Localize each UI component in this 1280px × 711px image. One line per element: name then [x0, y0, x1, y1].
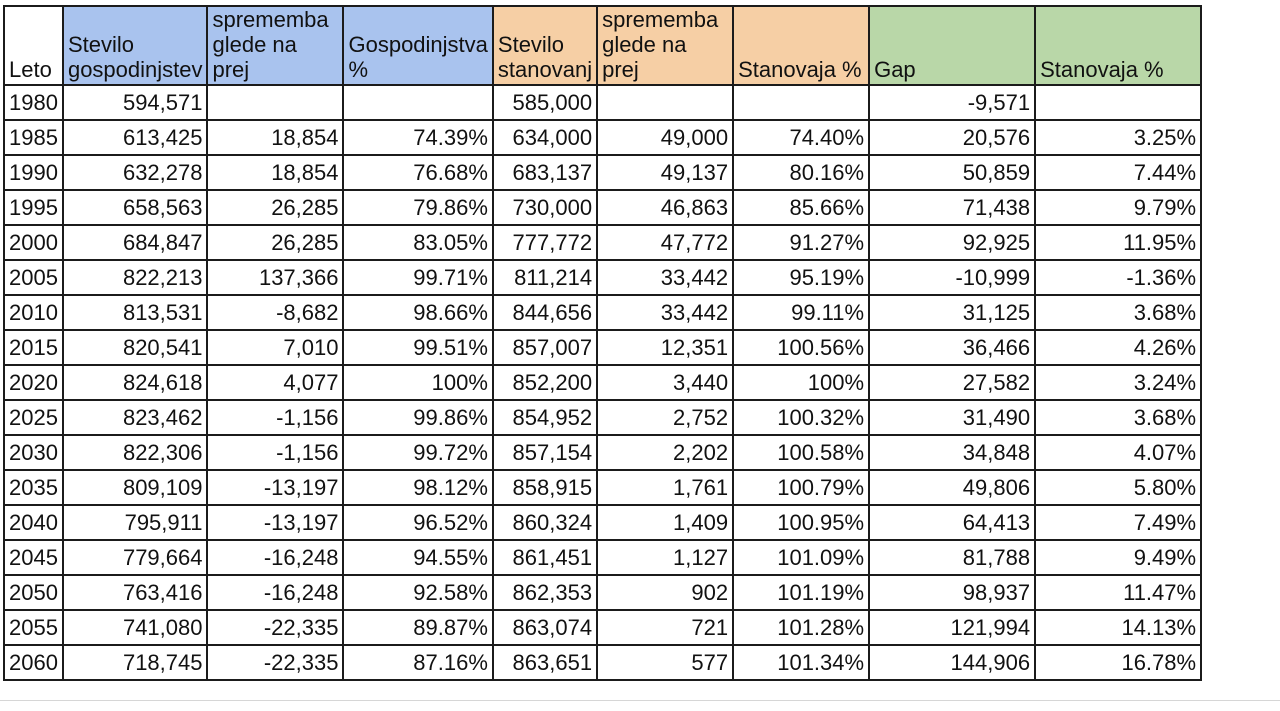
table-cell[interactable]: 594,571 [63, 85, 208, 120]
table-cell[interactable]: 64,413 [869, 505, 1035, 540]
table-cell[interactable]: 862,353 [493, 575, 597, 610]
table-cell[interactable]: 2,752 [597, 400, 733, 435]
table-cell[interactable]: 822,306 [63, 435, 208, 470]
table-cell[interactable]: 33,442 [597, 295, 733, 330]
header-cell-gospodinjstva-pct[interactable]: Gospodinjstva % [343, 6, 492, 85]
table-cell[interactable]: -1.36% [1035, 260, 1201, 295]
year-cell[interactable]: 2045 [4, 540, 63, 575]
table-cell[interactable]: 721 [597, 610, 733, 645]
table-cell[interactable] [597, 85, 733, 120]
table-cell[interactable]: -9,571 [869, 85, 1035, 120]
table-cell[interactable]: 80.16% [733, 155, 869, 190]
table-row [4, 435, 1201, 470]
table-cell[interactable]: 634,000 [493, 120, 597, 155]
table-cell[interactable]: 27,582 [869, 365, 1035, 400]
year-cell[interactable]: 1985 [4, 120, 63, 155]
table-cell[interactable]: 81,788 [869, 540, 1035, 575]
year-cell[interactable]: 2005 [4, 260, 63, 295]
table-row [4, 190, 1201, 225]
table-cell[interactable]: 863,651 [493, 645, 597, 680]
table-cell[interactable]: 98.12% [343, 470, 492, 505]
table-cell[interactable]: 87.16% [343, 645, 492, 680]
table-cell[interactable]: 3.68% [1035, 400, 1201, 435]
table-cell[interactable]: 777,772 [493, 225, 597, 260]
table-cell[interactable]: 863,074 [493, 610, 597, 645]
header-cell-sprememba-gospodinjstva[interactable]: sprememba glede na prej [207, 6, 343, 85]
table-cell[interactable]: 49,137 [597, 155, 733, 190]
table-cell[interactable]: 99.11% [733, 295, 869, 330]
table-cell[interactable]: -16,248 [207, 575, 343, 610]
table-cell[interactable]: 98,937 [869, 575, 1035, 610]
table-cell[interactable]: 820,541 [63, 330, 208, 365]
year-cell[interactable]: 1990 [4, 155, 63, 190]
table-cell[interactable]: 718,745 [63, 645, 208, 680]
year-cell[interactable]: 2060 [4, 645, 63, 680]
table-cell[interactable]: 852,200 [493, 365, 597, 400]
table-row [4, 295, 1201, 330]
table-cell[interactable]: 99.86% [343, 400, 492, 435]
table-cell[interactable]: 76.68% [343, 155, 492, 190]
table-cell[interactable]: 85.66% [733, 190, 869, 225]
empty-grid-area [0, 700, 1280, 711]
table-row [4, 120, 1201, 155]
table-cell[interactable]: 11.95% [1035, 225, 1201, 260]
table-cell[interactable]: 3,440 [597, 365, 733, 400]
table-cell[interactable]: 3.24% [1035, 365, 1201, 400]
table-row [4, 225, 1201, 260]
table-cell[interactable]: 824,618 [63, 365, 208, 400]
table-cell[interactable]: 779,664 [63, 540, 208, 575]
table-cell[interactable]: 7.49% [1035, 505, 1201, 540]
table-cell[interactable]: 902 [597, 575, 733, 610]
table-row [4, 365, 1201, 400]
table-cell[interactable] [207, 85, 343, 120]
table-cell[interactable]: -13,197 [207, 505, 343, 540]
table-cell[interactable]: 101.34% [733, 645, 869, 680]
table-cell[interactable]: -16,248 [207, 540, 343, 575]
table-cell[interactable]: 34,848 [869, 435, 1035, 470]
table-cell[interactable]: 809,109 [63, 470, 208, 505]
header-cell-stevilo-stanovanj[interactable]: Stevilo stanovanj [493, 6, 597, 85]
table-cell[interactable]: 101.09% [733, 540, 869, 575]
table-cell[interactable]: 844,656 [493, 295, 597, 330]
table-cell[interactable]: 857,007 [493, 330, 597, 365]
table-cell[interactable]: 858,915 [493, 470, 597, 505]
table-cell[interactable]: 9.79% [1035, 190, 1201, 225]
table-cell[interactable]: 1,409 [597, 505, 733, 540]
header-cell-sprememba-stanovanja[interactable]: sprememba glede na prej [597, 6, 733, 85]
table-cell[interactable]: 99.71% [343, 260, 492, 295]
table-row [4, 85, 1201, 120]
table-cell[interactable]: 94.55% [343, 540, 492, 575]
table-cell[interactable]: 100% [343, 365, 492, 400]
table-cell[interactable]: 83.05% [343, 225, 492, 260]
table-cell[interactable]: 585,000 [493, 85, 597, 120]
table-cell[interactable]: 101.19% [733, 575, 869, 610]
table-cell[interactable]: 26,285 [207, 225, 343, 260]
table-cell[interactable]: 50,859 [869, 155, 1035, 190]
table-cell[interactable]: 813,531 [63, 295, 208, 330]
year-cell[interactable]: 2025 [4, 400, 63, 435]
table-cell[interactable]: 4.07% [1035, 435, 1201, 470]
table-cell[interactable]: 684,847 [63, 225, 208, 260]
table-cell[interactable]: 860,324 [493, 505, 597, 540]
table-cell[interactable]: 36,466 [869, 330, 1035, 365]
year-cell[interactable]: 2010 [4, 295, 63, 330]
table-cell[interactable]: 18,854 [207, 120, 343, 155]
table-cell[interactable]: -22,335 [207, 645, 343, 680]
table-row [4, 575, 1201, 610]
table-cell[interactable]: 100.56% [733, 330, 869, 365]
table-body [4, 85, 1201, 680]
table-cell[interactable]: -10,999 [869, 260, 1035, 295]
year-cell[interactable]: 2055 [4, 610, 63, 645]
table-cell[interactable]: 7.44% [1035, 155, 1201, 190]
table-cell[interactable]: 137,366 [207, 260, 343, 295]
table-cell[interactable]: 74.40% [733, 120, 869, 155]
table-cell[interactable]: 763,416 [63, 575, 208, 610]
table-cell[interactable]: 823,462 [63, 400, 208, 435]
table-cell[interactable]: 5.80% [1035, 470, 1201, 505]
table-cell[interactable]: 730,000 [493, 190, 597, 225]
table-row [4, 260, 1201, 295]
table-cell[interactable]: -1,156 [207, 435, 343, 470]
table-cell[interactable]: 100.58% [733, 435, 869, 470]
table-cell[interactable]: 20,576 [869, 120, 1035, 155]
table-cell[interactable]: 31,490 [869, 400, 1035, 435]
table-cell[interactable]: 1,127 [597, 540, 733, 575]
table-cell[interactable]: 11.47% [1035, 575, 1201, 610]
table-cell[interactable]: 96.52% [343, 505, 492, 540]
table-cell[interactable] [1035, 85, 1201, 120]
table-cell[interactable]: 92.58% [343, 575, 492, 610]
table-cell[interactable]: 100.79% [733, 470, 869, 505]
table-cell[interactable]: 33,442 [597, 260, 733, 295]
header-cell-stanovaja-pct[interactable]: Stanovaja % [733, 6, 869, 85]
year-cell[interactable]: 2015 [4, 330, 63, 365]
table-cell[interactable]: 4,077 [207, 365, 343, 400]
table-row [4, 330, 1201, 365]
table-cell[interactable]: 71,438 [869, 190, 1035, 225]
table-cell[interactable] [343, 85, 492, 120]
table-cell[interactable]: 658,563 [63, 190, 208, 225]
table-cell[interactable]: 854,952 [493, 400, 597, 435]
table-cell[interactable]: 49,000 [597, 120, 733, 155]
table-row [4, 505, 1201, 540]
table-cell[interactable]: 74.39% [343, 120, 492, 155]
table-cell[interactable]: 3.25% [1035, 120, 1201, 155]
table-row [4, 645, 1201, 680]
table-cell[interactable]: 99.51% [343, 330, 492, 365]
table-cell[interactable]: 857,154 [493, 435, 597, 470]
table-cell[interactable]: 100.95% [733, 505, 869, 540]
table-cell[interactable]: -1,156 [207, 400, 343, 435]
year-cell[interactable]: 1995 [4, 190, 63, 225]
table-cell[interactable]: 7,010 [207, 330, 343, 365]
header-cell-leto[interactable]: Leto [4, 6, 63, 85]
table-cell[interactable] [733, 85, 869, 120]
table-cell[interactable]: -22,335 [207, 610, 343, 645]
table-cell[interactable]: 31,125 [869, 295, 1035, 330]
table-cell[interactable]: 741,080 [63, 610, 208, 645]
table-cell[interactable]: 100% [733, 365, 869, 400]
table-cell[interactable]: 79.86% [343, 190, 492, 225]
table-cell[interactable]: 18,854 [207, 155, 343, 190]
table-cell[interactable]: 92,925 [869, 225, 1035, 260]
table-cell[interactable]: -13,197 [207, 470, 343, 505]
table-cell[interactable]: 101.28% [733, 610, 869, 645]
table-cell[interactable]: 14.13% [1035, 610, 1201, 645]
table-cell[interactable]: 613,425 [63, 120, 208, 155]
table-cell[interactable]: 632,278 [63, 155, 208, 190]
year-cell[interactable]: 2000 [4, 225, 63, 260]
year-cell[interactable]: 2040 [4, 505, 63, 540]
table-cell[interactable]: 3.68% [1035, 295, 1201, 330]
table-cell[interactable]: -8,682 [207, 295, 343, 330]
table-cell[interactable]: 16.78% [1035, 645, 1201, 680]
year-cell[interactable]: 2035 [4, 470, 63, 505]
table-cell[interactable]: 144,906 [869, 645, 1035, 680]
table-cell[interactable]: 795,911 [63, 505, 208, 540]
table-row [4, 540, 1201, 575]
header-row [4, 6, 1201, 85]
table-cell[interactable]: 811,214 [493, 260, 597, 295]
table-row [4, 400, 1201, 435]
table-cell[interactable]: 98.66% [343, 295, 492, 330]
header-cell-gap[interactable]: Gap [869, 6, 1035, 85]
table-cell[interactable]: 100.32% [733, 400, 869, 435]
table-cell[interactable]: 95.19% [733, 260, 869, 295]
header-cell-gap-stanovaja-pct[interactable]: Stanovaja % [1035, 6, 1201, 85]
table-cell[interactable]: 99.72% [343, 435, 492, 470]
table-cell[interactable]: 49,806 [869, 470, 1035, 505]
year-cell[interactable]: 2030 [4, 435, 63, 470]
table-cell[interactable]: 26,285 [207, 190, 343, 225]
table-cell[interactable]: 121,994 [869, 610, 1035, 645]
table-cell[interactable]: 822,213 [63, 260, 208, 295]
table-row [4, 155, 1201, 190]
table-cell[interactable]: 2,202 [597, 435, 733, 470]
year-cell[interactable]: 2050 [4, 575, 63, 610]
table-cell[interactable]: 683,137 [493, 155, 597, 190]
table-cell[interactable]: 1,761 [597, 470, 733, 505]
table-cell[interactable]: 9.49% [1035, 540, 1201, 575]
table-cell[interactable]: 4.26% [1035, 330, 1201, 365]
table-cell[interactable]: 47,772 [597, 225, 733, 260]
table-cell[interactable]: 89.87% [343, 610, 492, 645]
header-cell-stevilo-gospodinjstev[interactable]: Stevilo gospodinjstev [63, 6, 208, 85]
table-row [4, 470, 1201, 505]
data-table [3, 5, 1202, 681]
year-cell[interactable]: 1980 [4, 85, 63, 120]
table-cell[interactable]: 46,863 [597, 190, 733, 225]
table-row [4, 610, 1201, 645]
year-cell[interactable]: 2020 [4, 365, 63, 400]
table-cell[interactable]: 577 [597, 645, 733, 680]
table-cell[interactable]: 12,351 [597, 330, 733, 365]
table-cell[interactable]: 861,451 [493, 540, 597, 575]
table-cell[interactable]: 91.27% [733, 225, 869, 260]
